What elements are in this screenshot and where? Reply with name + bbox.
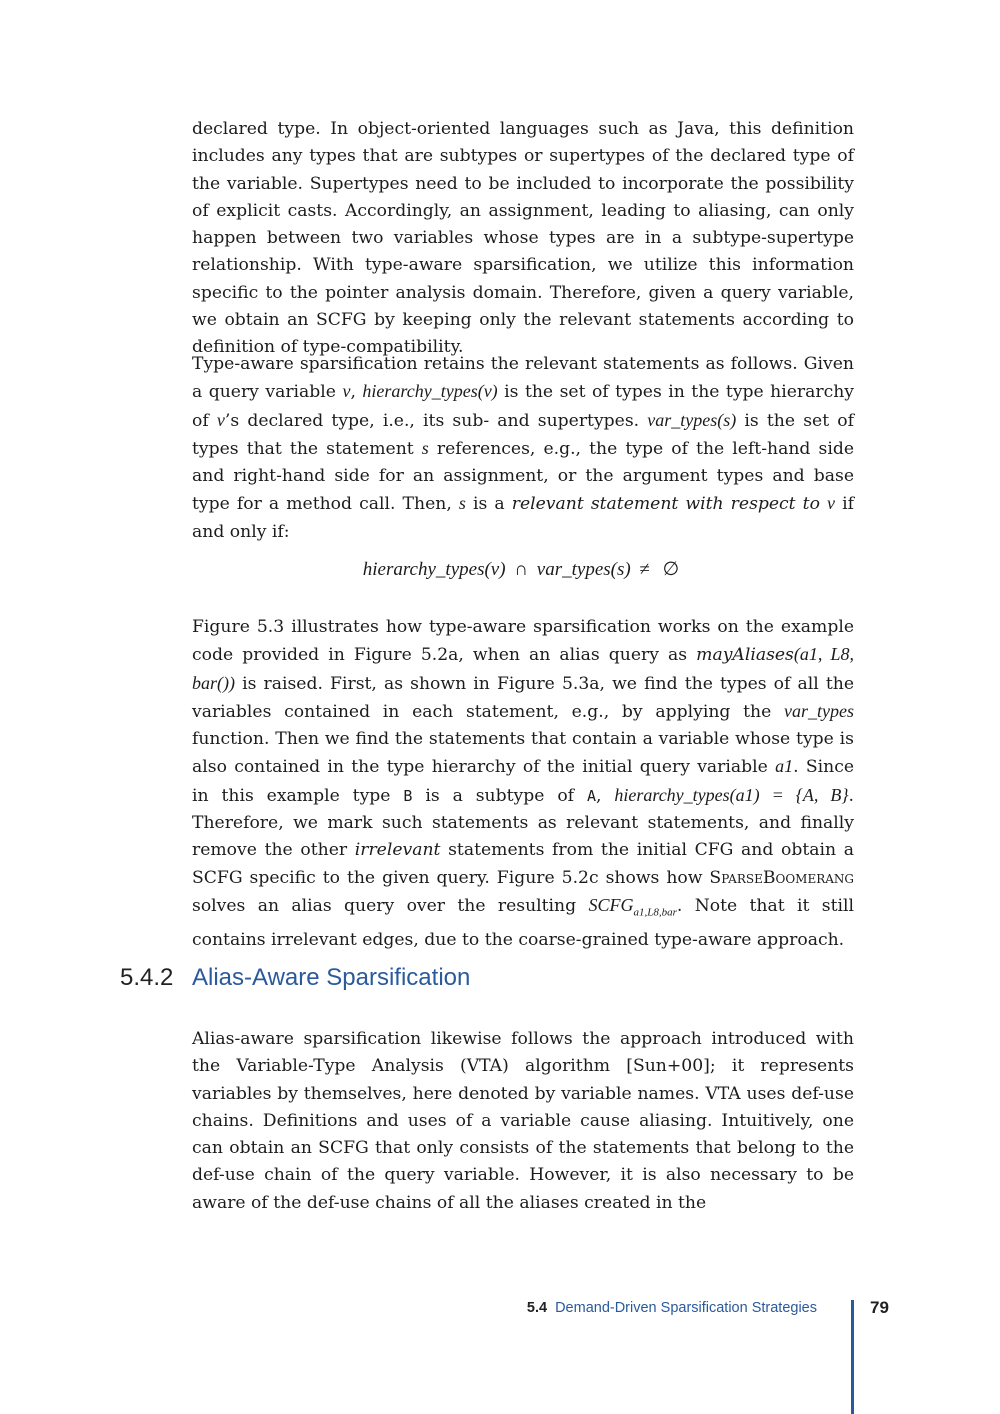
relevance-equation [192,558,854,581]
scfg-subscript: a1,L8,bar [633,906,677,919]
emphasis-relevant-statement: relevant statement with respect to [511,494,820,515]
math-hierarchy-types: hierarchy_types(v) [362,381,498,402]
paragraph-type-aware-definition [192,351,854,546]
text-run: , [595,785,615,806]
scfg-base: SCFG [588,894,634,915]
paragraph-figure-illustration [192,614,854,954]
code-type-b: B [403,786,413,805]
text-run: statements from the initial CFG and obtain a SCFG specific to the given query. Figure 5.2c shows how [192,840,854,888]
section-number: 5.4.2 [120,964,174,991]
paragraph-type-compatibility [192,116,854,362]
text-run: Figure 5.3 illustrates how type-aware sparsification works on the example code provided in Figure 5.2a, when an alias query as [192,617,854,666]
paragraph-text: Alias-aware sparsification likewise follows the approach introduced with the Variable-Type Analysis (VTA) algorithm [Sun+00]; it represents variables by themselves, here denoted by variable names. VTA uses def-use chains. Definitions and uses of a variable cause aliasing. Intuitively, one can obtain an SCFG that only consists of the statements that belong to the def-use chain of the query variable. However, it is also necessary to be aware of the def-use chains of all the aliases created in the [192,1029,854,1213]
page-number: 79 [870,1298,889,1317]
footer-section-title: Demand-Driven Sparsification Strategies [555,1300,817,1316]
intersection-symbol: ∩ [514,559,529,580]
text-run [820,494,827,514]
running-footer [527,1300,817,1316]
section-title: Alias-Aware Sparsification [192,964,471,991]
text-run: Type-aware sparsification retains the relevant statements as follows. Given a query variable [192,354,854,403]
paragraph-alias-aware [192,1026,854,1217]
paragraph-text: declared type. In object-oriented languages such as Java, this definition includes any types that are subtypes or supertypes of the declared type of the variable. Supertypes need to be included to incorporate the possibility of explicit casts. Accordingly, an assignment, leading to aliasing, can only happen between two variables whose types are in a subtype-supertype relationship. With type-aware sparsification, we utilize this information specific to the pointer analysis domain. Therefore, given a query variable, we obtain an SCFG by keeping only the relevant statements according to definition of type-compatibility. [192,119,854,358]
code-type-a: A [586,786,596,805]
text-run: solves an alias query over the resulting [192,895,589,916]
text-run: . Therefore, we mark such statements as relevant statements, and finally remove the other [192,785,854,861]
empty-set-symbol: ∅ [662,559,680,580]
text-run: . Since in this example type [192,757,854,806]
not-equal-symbol: ≠ [639,559,650,580]
text-run: is a subtype of [412,785,587,806]
text-run: is the set of types in the type hierarchy of [192,382,854,431]
math-s: s [458,493,466,514]
smallcaps-sparseboomerang: SparseBoomerang [709,867,854,888]
equation-lhs: hierarchy_types(v) [362,559,506,580]
math-v: v [827,493,836,514]
text-run: ’s declared type, i.e., its sub- and supertypes. [224,410,648,431]
text-run: if and only if: [192,494,854,542]
text-run: is a [465,494,512,515]
emphasis-irrelevant: irrelevant [354,840,441,861]
math-hierarchy-a1: hierarchy_types(a1) = {A, B} [614,784,849,805]
math-s: s [421,437,429,458]
text-run: references, e.g., the type of the left-hand side and right-hand side for an assignment, or the argument types and base type for a method call. Then, [192,438,854,515]
text-run: is raised. First, as shown in Figure 5.3a, we find the types of all the variables contained in each statement, e.g., by applying the [192,673,854,722]
math-v: v [216,409,225,430]
math-scfg [588,894,677,919]
text-run: . Note that it still contains irrelevant edges, due to the coarse-grained type-aware approach. [192,895,854,950]
text-run: function. Then we find the statements that contain a variable whose type is also contained in the type hierarchy of the initial query variable [192,729,854,778]
math-a1: a1 [775,756,794,777]
text-run: is the set of types that the statement [192,410,854,459]
emphasis-mayaliases: mayAliases [696,645,794,666]
math-var-types: var_types [784,700,854,721]
footer-section-number: 5.4 [526,1300,548,1316]
math-var-types: var_types(s) [647,409,737,430]
text-run: , [350,382,363,403]
section-heading [120,964,470,992]
math-v: v [342,381,351,402]
footer-divider [851,1300,854,1414]
math-query-args: (a1, L8, bar()) [192,644,854,693]
equation-var-types: var_types(s) [536,559,631,580]
